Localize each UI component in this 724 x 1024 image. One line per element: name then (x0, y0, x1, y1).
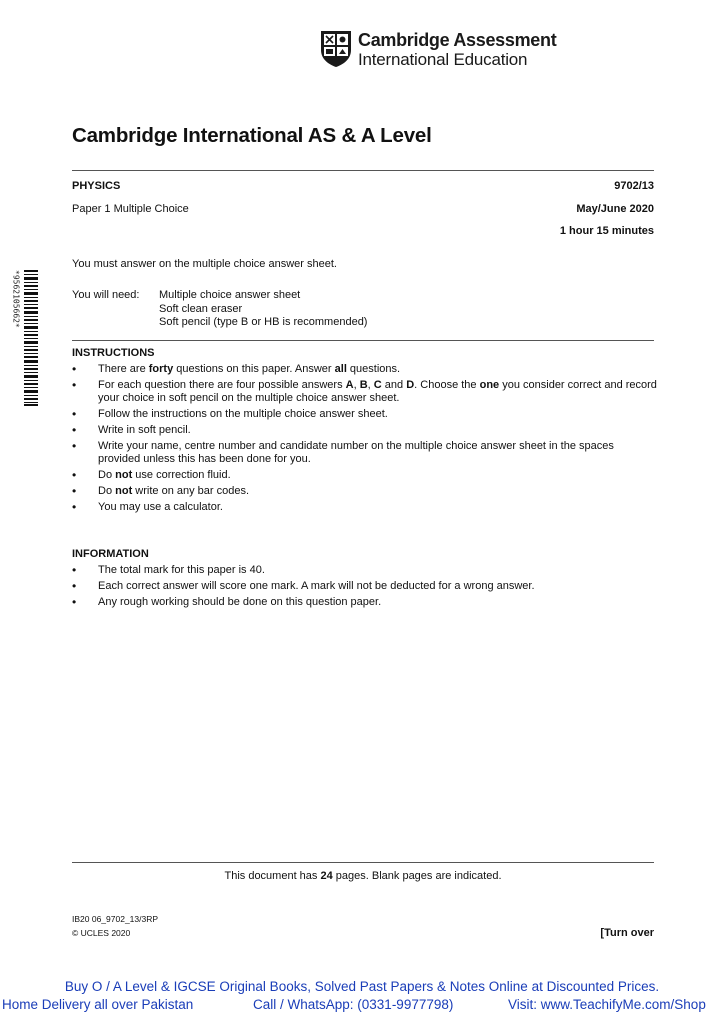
need-item: Soft pencil (type B or HB is recommended) (159, 316, 368, 328)
syllabus-code: 9702/13 (614, 180, 654, 192)
cambridge-shield-icon (320, 30, 352, 68)
logo-line-1: Cambridge Assessment (358, 30, 557, 50)
ad-website-link[interactable]: Visit: www.TeachifyMe.com/Shop (508, 997, 706, 1012)
ad-contact: Call / WhatsApp: (0331-9977798) (253, 997, 454, 1012)
need-item: Soft clean eraser (159, 302, 243, 315)
copyright: © UCLES 2020 (72, 928, 131, 938)
divider (72, 170, 654, 171)
need-item: Multiple choice answer sheet (159, 289, 301, 301)
instructions-list (72, 363, 658, 517)
information-list (72, 564, 658, 612)
ad-line-1: Buy O / A Level & IGCSE Original Books, Solved Past Papers & Notes Online at Discounted Prices. (64, 979, 660, 994)
divider (72, 340, 654, 341)
list-item: • There are forty questions on this paper. Answer all questions. (72, 363, 658, 376)
list-item: • Each correct answer will score one mark. A mark will not be deducted for a wrong answer. (72, 580, 658, 593)
list-item: • Follow the instructions on the multiple choice answer sheet. (72, 408, 658, 421)
list-item: • Write your name, centre number and candidate number on the multiple choice answer sheet in the spaces provided unless this has been done for you. (72, 440, 658, 466)
need-list (159, 289, 367, 330)
exam-session: May/June 2020 (576, 203, 654, 215)
logo-line-2: International Education (358, 50, 528, 69)
need-label: You will need: (72, 289, 140, 301)
list-item: • Do not use correction fluid. (72, 469, 658, 482)
list-item: • You may use a calculator. (72, 501, 658, 514)
instructions-heading: INSTRUCTIONS (72, 347, 155, 359)
list-item: • Any rough working should be done on this question paper. (72, 596, 658, 609)
reference-code: IB20 06_9702_13/3RP (72, 914, 159, 924)
subject: PHYSICS (72, 180, 121, 192)
list-item: • Write in soft pencil. (72, 424, 658, 437)
turn-over: [Turn over (600, 927, 654, 939)
exam-duration: 1 hour 15 minutes (559, 225, 654, 237)
list-item: • For each question there are four possible answers A, B, C and D. Choose the one you consider correct and record your choice in soft pencil on the multiple choice answer sheet. (72, 379, 658, 405)
list-item: • The total mark for this paper is 40. (72, 564, 658, 577)
cambridge-logo (320, 30, 560, 72)
information-heading: INFORMATION (72, 548, 149, 560)
page-title: Cambridge International AS & A Level (72, 124, 432, 147)
paper-name: Paper 1 Multiple Choice (72, 203, 189, 215)
barcode-icon (24, 270, 38, 406)
list-item: • Do not write on any bar codes. (72, 485, 658, 498)
barcode-digits: *9562105662* (11, 270, 21, 328)
answer-note: You must answer on the multiple choice answer sheet. (72, 258, 337, 270)
ad-delivery: Home Delivery all over Pakistan (2, 997, 194, 1012)
divider (72, 862, 654, 863)
page-count-note: This document has 24 pages. Blank pages are indicated. (224, 870, 502, 882)
